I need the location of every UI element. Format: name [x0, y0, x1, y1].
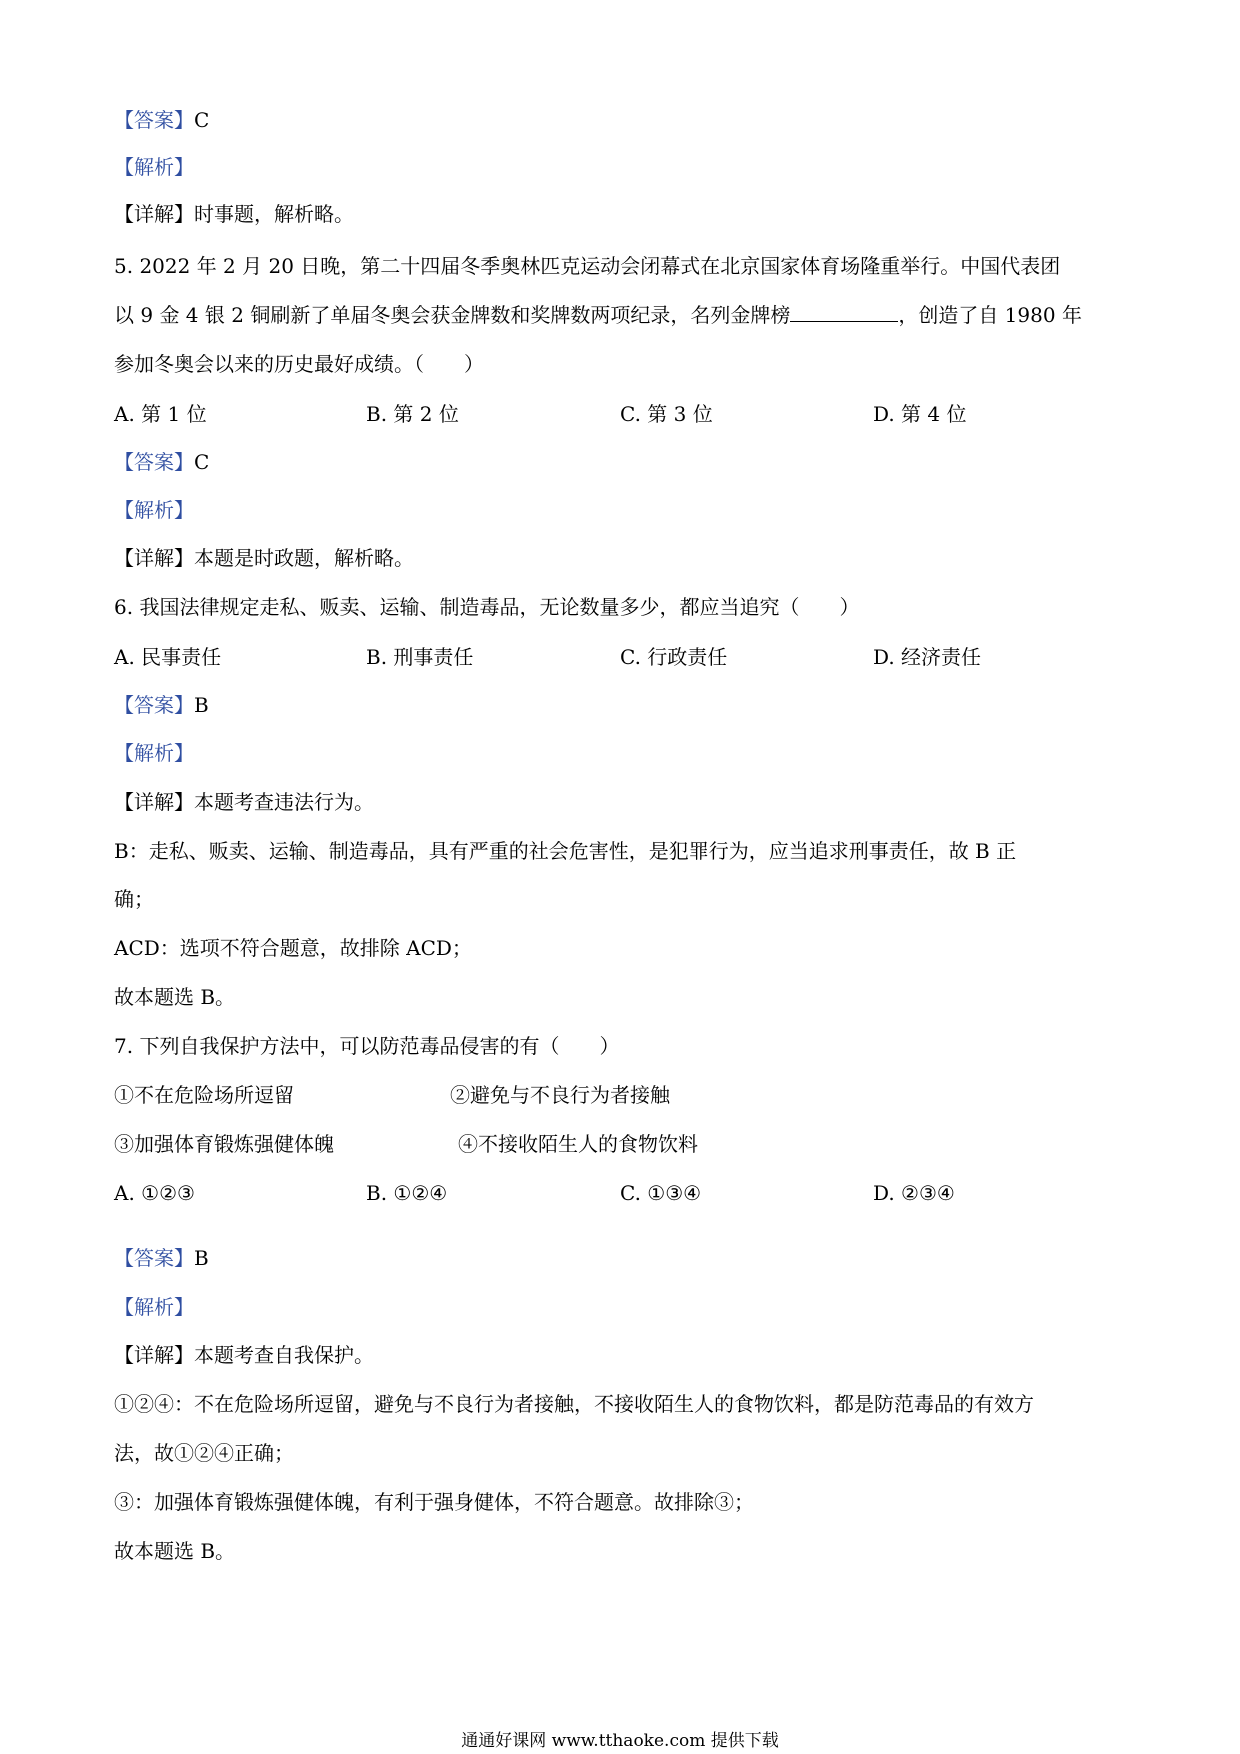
question-5-line-3: 参加冬奥会以来的历史最好成绩。（ ） [114, 352, 484, 376]
answer-tag: 【答案】 [114, 108, 194, 132]
question-7-explanation-4: 故本题选 B。 [114, 1539, 236, 1563]
question-7-item-3: ③加强体育锻炼强健体魄 [114, 1132, 334, 1156]
detail-text: 时事题，解析略。 [194, 202, 354, 226]
question-5-option-a: A. 第 1 位 [114, 402, 207, 426]
detail-tag: 【详解】 [114, 790, 194, 814]
question-7-item-4: ④不接收陌生人的食物饮料 [458, 1132, 698, 1156]
question-6-line-1: 6. 我国法律规定走私、贩卖、运输、制造毒品，无论数量多少，都应当追究（ ） [114, 595, 860, 619]
question-7-explanation-1: ①②④：不在危险场所逗留，避免与不良行为者接触，不接收陌生人的食物饮料，都是防范毒品的有效方 [114, 1392, 1034, 1416]
answer-tag: 【答案】 [114, 693, 194, 717]
answer-tag: 【答案】 [114, 1246, 194, 1270]
analysis-tag: 【解析】 [114, 741, 194, 765]
analysis-tag: 【解析】 [114, 498, 194, 522]
question-6-detail-line [114, 788, 374, 816]
answer-value: B [194, 1246, 209, 1270]
question-7-option-b: B. ①②④ [366, 1181, 448, 1205]
answer-value: C [194, 450, 210, 474]
question-7-item-2: ②避免与不良行为者接触 [450, 1083, 670, 1107]
analysis-tag: 【解析】 [114, 1295, 194, 1319]
detail-tag: 【详解】 [114, 546, 194, 570]
analysis-tag: 【解析】 [114, 155, 194, 179]
question-7-line-1: 7. 下列自我保护方法中，可以防范毒品侵害的有（ ） [114, 1034, 620, 1058]
question-6-explanation-3: ACD：选项不符合题意，故排除 ACD； [114, 936, 472, 960]
question-6-option-c: C. 行政责任 [620, 645, 728, 669]
question-7-option-d: D. ②③④ [873, 1181, 955, 1205]
question-6-answer-line [114, 691, 209, 719]
answer-tag: 【答案】 [114, 450, 194, 474]
question-5-line-2-after: ，创造了自 1980 年 [898, 303, 1082, 327]
question-7-detail-line [114, 1341, 374, 1369]
question-6-explanation-4: 故本题选 B。 [114, 985, 236, 1009]
detail-tag: 【详解】 [114, 202, 194, 226]
analysis-line [114, 153, 194, 181]
answer-line [114, 106, 209, 134]
question-7-option-c: C. ①③④ [620, 1181, 702, 1205]
detail-text: 本题考查违法行为。 [194, 790, 374, 814]
question-5-line-1: 5. 2022 年 2 月 20 日晚，第二十四届冬季奥林匹克运动会闭幕式在北京国家体育场隆重举行。中国代表团 [114, 254, 1061, 278]
question-6-option-d: D. 经济责任 [873, 645, 982, 669]
question-6-analysis-line [114, 739, 194, 767]
answer-value: C [194, 108, 210, 132]
question-5-option-c: C. 第 3 位 [620, 402, 713, 426]
question-5-option-d: D. 第 4 位 [873, 402, 967, 426]
question-7-explanation-3: ③：加强体育锻炼强健体魄，有利于强身健体，不符合题意。故排除③； [114, 1490, 754, 1514]
page-footer: 通通好课网 www.tthaoke.com 提供下载 [461, 1731, 779, 1751]
question-6-explanation-1: B：走私、贩卖、运输、制造毒品，具有严重的社会危害性，是犯罪行为，应当追求刑事责任，故 B 正 [114, 839, 1017, 863]
question-5-line-2-before: 以 9 金 4 银 2 铜刷新了单届冬奥会获金牌数和奖牌数两项纪录，名列金牌榜 [114, 303, 791, 327]
question-5-option-b: B. 第 2 位 [366, 402, 459, 426]
fill-in-blank [790, 303, 898, 322]
question-6-option-b: B. 刑事责任 [366, 645, 474, 669]
detail-text: 本题考查自我保护。 [194, 1343, 374, 1367]
question-5-line-2 [114, 301, 1082, 329]
question-7-analysis-line [114, 1293, 194, 1321]
question-7-explanation-2: 法，故①②④正确； [114, 1441, 294, 1465]
detail-line [114, 200, 354, 228]
detail-text: 本题是时政题，解析略。 [194, 546, 414, 570]
question-6-option-a: A. 民事责任 [114, 645, 222, 669]
detail-tag: 【详解】 [114, 1343, 194, 1367]
question-7-answer-line [114, 1244, 209, 1272]
question-5-analysis-line [114, 496, 194, 524]
question-5-detail-line [114, 544, 414, 572]
question-5-answer-line [114, 448, 209, 476]
question-7-item-1: ①不在危险场所逗留 [114, 1083, 294, 1107]
answer-value: B [194, 693, 209, 717]
question-7-option-a: A. ①②③ [114, 1181, 195, 1205]
question-6-explanation-2: 确； [114, 887, 154, 911]
